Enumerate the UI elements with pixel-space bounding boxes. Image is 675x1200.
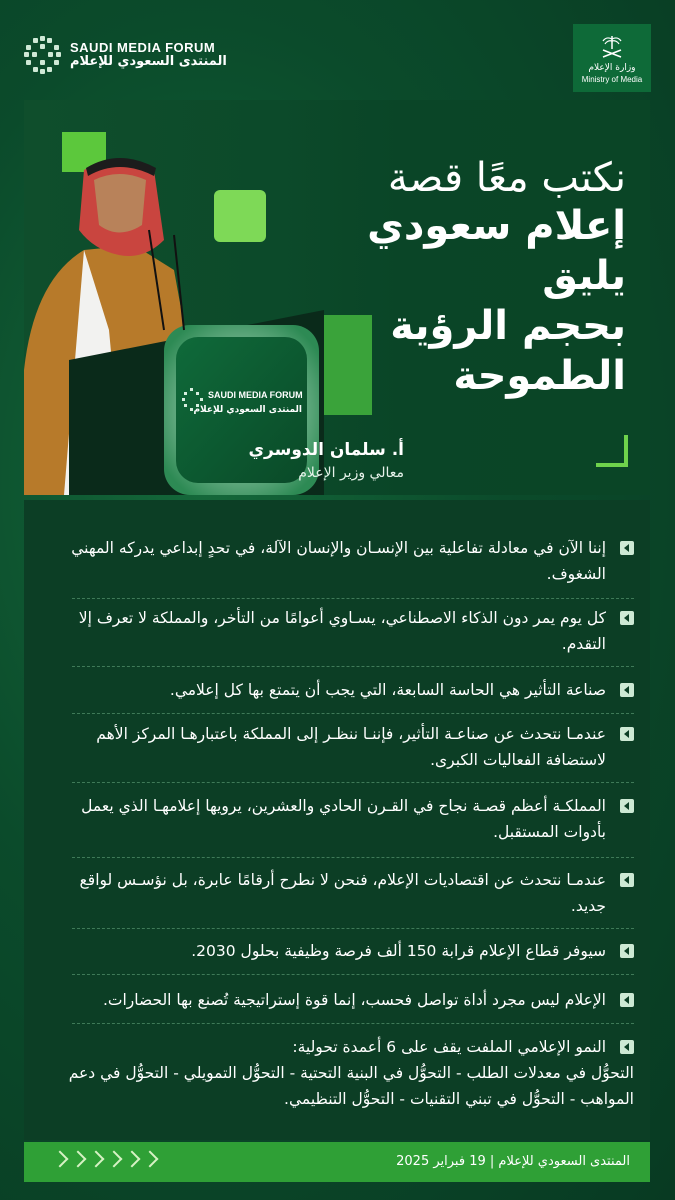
arrow-bullet-icon xyxy=(620,1040,634,1054)
arrow-bullet-icon xyxy=(620,541,634,555)
list-item: صناعة التأثير هي الحاسة السابعة، التي يجب أن يتمتع بها كل إعلامي. xyxy=(48,677,634,703)
speaker-name: أ. سلمان الدوسري xyxy=(248,440,404,460)
list-item: المملكـة أعظم قصـة نجاح في القـرن الحادي والعشرين، يرويها إعلامهـا الذي يعمل بأدوات المستقبل. xyxy=(48,793,634,845)
arrow-bullet-icon xyxy=(620,727,634,741)
list-item: النمو الإعلامي الملفت يقف على 6 أعمدة تحولية: التحوُّل في معدلات الطلب - التحوُّل في البنية التحتية - التحوُّل التمويلي - التحوُّل في دعم المواهب - التحوُّل في تبني التقنيات - التحوُّل التنظيمي. xyxy=(48,1034,634,1112)
footer-bar xyxy=(24,1142,650,1182)
arrow-bullet-icon xyxy=(620,993,634,1007)
speaker-role: معالي وزير الإعلام xyxy=(298,465,404,481)
saudi-media-forum-logo xyxy=(24,36,227,74)
divider xyxy=(72,974,634,975)
divider xyxy=(72,928,634,929)
pillars-detail: التحوُّل في معدلات الطلب - التحوُّل في البنية التحتية - التحوُّل التمويلي - التحوُّل في دعم المواهب - التحوُّل في تبني التقنيات - التحوُّل التنظيمي. xyxy=(68,1064,634,1108)
arrow-bullet-icon xyxy=(620,611,634,625)
title-line-4: الطموحة xyxy=(453,353,626,399)
quotes-panel xyxy=(24,500,650,1140)
forum-name-ar: المنتدى السعودي للإعلام xyxy=(70,54,227,69)
palm-swords-emblem-icon xyxy=(598,33,626,61)
divider xyxy=(72,857,634,858)
arrow-bullet-icon xyxy=(620,944,634,958)
divider xyxy=(72,666,634,667)
title-line-3: بحجم الرؤية xyxy=(390,303,626,349)
ministry-name-en: Ministry of Media xyxy=(581,74,643,84)
top-bar xyxy=(0,0,675,100)
divider xyxy=(72,1023,634,1024)
title-line-2: إعلام سعودي يليق xyxy=(367,203,626,299)
list-item: إننا الآن في معادلة تفاعلية بين الإنسـان والإنسان الآلة، في تحدٍ إبداعي يدركه المهني الشغوف. xyxy=(48,535,634,587)
title-line-1: نكتب معًا قصة xyxy=(387,155,626,201)
divider xyxy=(72,598,634,599)
ministry-of-media-logo xyxy=(573,24,651,92)
podium-logo-ar: المنتدى السعودي للإعلام xyxy=(193,405,302,415)
hero-title xyxy=(296,155,626,401)
divider xyxy=(72,713,634,714)
list-item: عندمـا نتحدث عن اقتصاديات الإعلام، فنحن لا نطرح أرقامًا عابرة، بل نؤسـس لواقع جديد. xyxy=(48,867,634,919)
list-item: الإعلام ليس مجرد أداة تواصل فحسب، إنما قوة إستراتيجية تُصنع بها الحضارات. xyxy=(48,987,634,1013)
list-item: سيوفر قطاع الإعلام قرابة 150 ألف فرصة وظيفية بحلول 2030. xyxy=(48,938,634,964)
podium-logo-en: SAUDI MEDIA FORUM xyxy=(208,390,303,400)
list-item: كل يوم يمر دون الذكاء الاصطناعي، يسـاوي أعوامًا من التأخر، والمملكة لا تعرف إلا التقدم. xyxy=(48,605,634,657)
arrow-bullet-icon xyxy=(620,873,634,887)
arrow-bullet-icon xyxy=(620,799,634,813)
corner-accent xyxy=(596,435,628,467)
divider xyxy=(72,782,634,783)
forum-name-en: SAUDI MEDIA FORUM xyxy=(70,40,216,56)
forum-dots-icon xyxy=(24,36,62,74)
footer-text: المنتدى السعودي للإعلام | 19 فبراير 2025 xyxy=(396,1154,630,1169)
list-item: عندمـا نتحدث عن صناعـة التأثير، فإننـا ننظـر إلى المملكة باعتبارهـا المركز الأهم لاستضافة الفعاليات الكبرى. xyxy=(48,721,634,773)
chevrons-decoration-icon xyxy=(54,1153,156,1165)
hero-panel xyxy=(24,100,650,495)
ministry-name-ar: وزارة الإعلام xyxy=(588,62,636,73)
arrow-bullet-icon xyxy=(620,683,634,697)
